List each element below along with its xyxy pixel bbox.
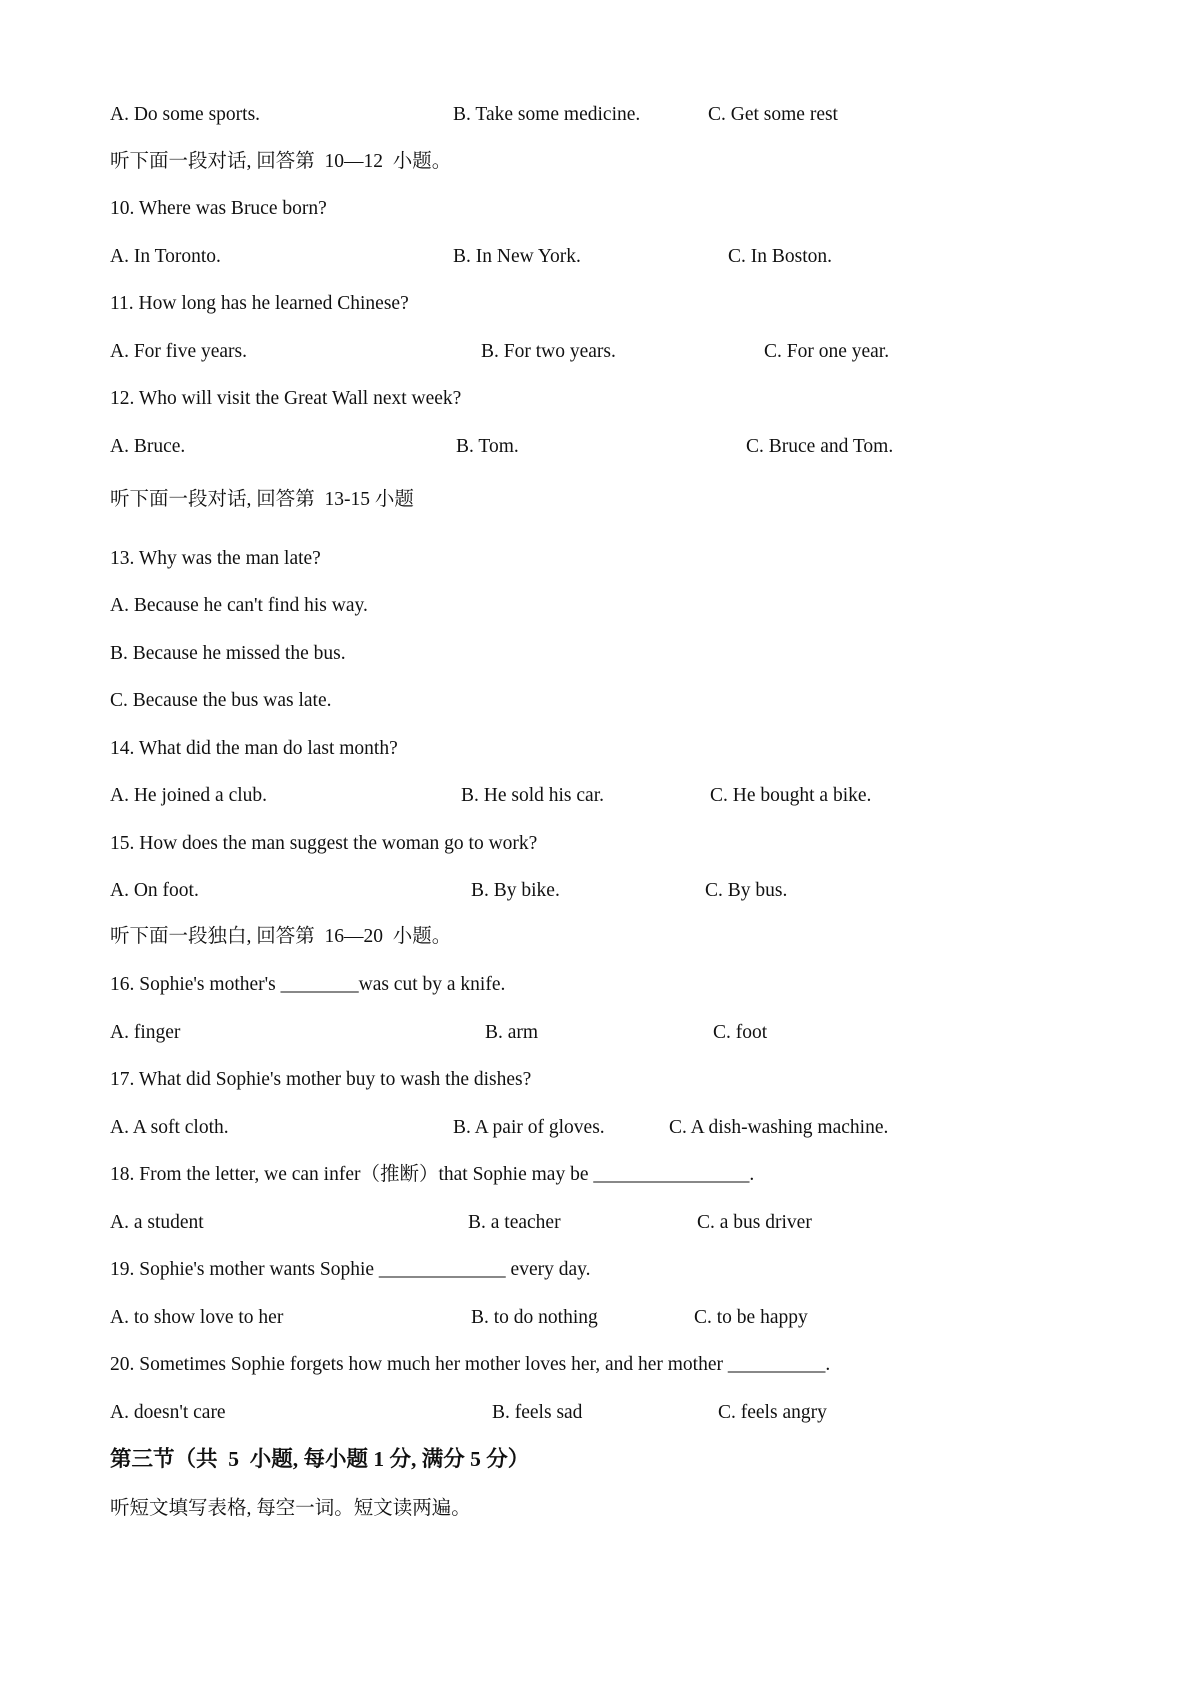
option-b: B. By bike.	[471, 880, 560, 901]
section-heading: 第三节（共 5 小题, 每小题 1 分, 满分 5 分）	[110, 1447, 530, 1471]
question-10: 10. Where was Bruce born?	[110, 198, 327, 219]
option-a: A. For five years.	[110, 341, 248, 362]
option-a: A. finger	[110, 1022, 181, 1043]
question-18: 18. From the letter, we can infer（推断）that Sophie may be ________________.	[110, 1164, 755, 1185]
option-a: A. He joined a club.	[110, 785, 268, 806]
option-c: C. He bought a bike.	[710, 785, 872, 806]
option-b: B. feels sad	[492, 1402, 583, 1423]
option-c: C. For one year.	[764, 341, 890, 362]
instruction-16-20: 听下面一段独白, 回答第 16—20 小题。	[110, 926, 452, 947]
option-c: C. By bus.	[705, 880, 788, 901]
option-b: B. Tom.	[456, 436, 519, 457]
question-19: 19. Sophie's mother wants Sophie _____________ every day.	[110, 1259, 591, 1280]
instruction-section-3: 听短文填写表格, 每空一词。短文读两遍。	[110, 1498, 471, 1519]
option-b: B. In New York.	[453, 246, 581, 267]
option-a: A. On foot.	[110, 880, 199, 901]
option-c: C. Bruce and Tom.	[746, 436, 894, 457]
option-c: C. to be happy	[694, 1307, 808, 1328]
instruction-10-12: 听下面一段对话, 回答第 10—12 小题。	[110, 151, 452, 172]
question-11: 11. How long has he learned Chinese?	[110, 293, 409, 314]
option-a: A. to show love to her	[110, 1307, 284, 1328]
option-b: B. For two years.	[481, 341, 616, 362]
option-b: B. He sold his car.	[461, 785, 604, 806]
option-a: A. Do some sports.	[110, 104, 261, 125]
option-b: B. arm	[485, 1022, 539, 1043]
question-16: 16. Sophie's mother's ________was cut by a knife.	[110, 974, 506, 995]
option-a: A. doesn't care	[110, 1402, 226, 1423]
option-a: A. Because he can't find his way.	[110, 595, 368, 616]
option-b: B. to do nothing	[471, 1307, 598, 1328]
option-b: B. Because he missed the bus.	[110, 643, 346, 664]
option-c: C. feels angry	[718, 1402, 827, 1423]
option-b: B. Take some medicine.	[453, 104, 641, 125]
option-c: C. Because the bus was late.	[110, 690, 332, 711]
question-15: 15. How does the man suggest the woman go to work?	[110, 833, 538, 854]
question-17: 17. What did Sophie's mother buy to wash the dishes?	[110, 1069, 532, 1090]
question-20: 20. Sometimes Sophie forgets how much her mother loves her, and her mother __________.	[110, 1354, 831, 1375]
option-c: C. In Boston.	[728, 246, 833, 267]
option-b: B. a teacher	[468, 1212, 561, 1233]
option-a: A. A soft cloth.	[110, 1117, 229, 1138]
instruction-13-15: 听下面一段对话, 回答第 13-15 小题	[110, 489, 414, 510]
question-13: 13. Why was the man late?	[110, 548, 321, 569]
option-a: A. a student	[110, 1212, 204, 1233]
question-14: 14. What did the man do last month?	[110, 738, 398, 759]
option-a: A. In Toronto.	[110, 246, 221, 267]
option-b: B. A pair of gloves.	[453, 1117, 605, 1138]
option-c: C. A dish-washing machine.	[669, 1117, 889, 1138]
question-12: 12. Who will visit the Great Wall next week?	[110, 388, 462, 409]
option-c: C. Get some rest	[708, 104, 838, 125]
option-c: C. a bus driver	[697, 1212, 812, 1233]
option-a: A. Bruce.	[110, 436, 186, 457]
option-c: C. foot	[713, 1022, 768, 1043]
